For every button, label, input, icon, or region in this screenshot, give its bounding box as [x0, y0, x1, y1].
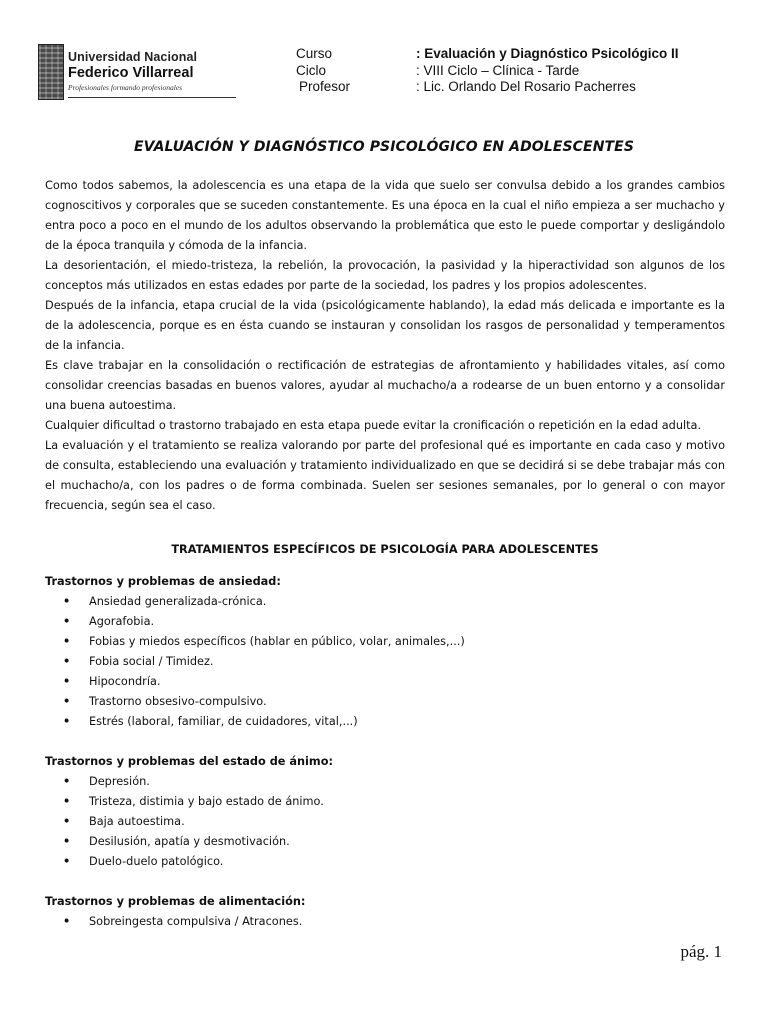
- list-item-text: Depresión.: [89, 775, 150, 788]
- logo-underline: [68, 97, 236, 98]
- bullet-icon: •: [63, 675, 71, 688]
- university-logo: [38, 44, 198, 100]
- bullet-icon: •: [63, 695, 71, 708]
- list-item: [45, 592, 725, 612]
- list-item-text: Ansiedad generalizada-crónica.: [89, 595, 267, 608]
- list-item-text: Estrés (laboral, familiar, de cuidadores, vital,...): [89, 715, 358, 728]
- bullet-icon: •: [63, 795, 71, 808]
- course-value: : Evaluación y Diagnóstico Psicológico II: [416, 46, 679, 61]
- list-item: [45, 912, 725, 932]
- bullet-icon: •: [63, 775, 71, 788]
- list-item-text: Agorafobia.: [89, 615, 155, 628]
- list-item-text: Sobreingesta compulsiva / Atracones.: [89, 915, 303, 928]
- logo-name-line: Federico Villarreal: [68, 65, 194, 81]
- cycle-value: : VIII Ciclo – Clínica - Tarde: [416, 62, 580, 78]
- bullet-icon: •: [63, 715, 71, 728]
- list-item-text: Desilusión, apatía y desmotivación.: [89, 835, 290, 848]
- paragraph: La evaluación y el tratamiento se realiza valorando por parte del profesional qué es importante en cada caso y motivo de consulta, estableciendo una evaluación y tratamiento individualizado en que se decidirá si se debe trabajar más con el muchacho/a, con los padres o de forma combinada. Suelen ser sesiones semanales, por lo general o con mayor frecuencia, según sea el caso.: [45, 439, 725, 512]
- bullet-icon: •: [63, 835, 71, 848]
- bullet-icon: •: [63, 855, 71, 868]
- bullet-list: [45, 912, 725, 932]
- anxiety-group: [45, 572, 725, 732]
- document-title: EVALUACIÓN Y DIAGNÓSTICO PSICOLÓGICO EN ADOLESCENTES: [133, 139, 635, 155]
- list-item: [45, 832, 725, 852]
- list-item-text: Fobia social / Timidez.: [89, 655, 214, 668]
- list-item: [45, 712, 725, 732]
- list-item: [45, 772, 725, 792]
- list-item: [45, 852, 725, 872]
- list-item: [45, 632, 725, 652]
- list-item-text: Baja autoestima.: [89, 815, 185, 828]
- bullet-icon: •: [63, 655, 71, 668]
- paragraph: Es clave trabajar en la consolidación o rectificación de estrategias de afrontamiento y habilidades vitales, así como consolidar creencias basadas en buenos valores, ayudar al muchacho/a a rodearse de un buen entorno y a consolidar una buena autoestima.: [45, 359, 725, 412]
- list-item: [45, 612, 725, 632]
- list-item-text: Tristeza, distimia y bajo estado de ánimo.: [89, 795, 324, 808]
- university-seal-icon: [38, 44, 64, 100]
- bullet-list: [45, 772, 725, 872]
- group-title: Trastornos y problemas de ansiedad:: [45, 575, 281, 588]
- list-item: [45, 652, 725, 672]
- bullet-icon: •: [63, 615, 71, 628]
- group-title: Trastornos y problemas del estado de ánimo:: [45, 755, 333, 768]
- list-item-text: Fobias y miedos específicos (hablar en público, volar, animales,...): [89, 635, 465, 648]
- list-item: [45, 812, 725, 832]
- paragraph: Después de la infancia, etapa crucial de la vida (psicológicamente hablando), la edad más delicada e importante es la de la adolescencia, porque es en ésta cuando se instauran y consolidan los rasgos de personalidad y temperamentos de la infancia.: [45, 299, 725, 352]
- list-item: [45, 692, 725, 712]
- bullet-icon: •: [63, 915, 71, 928]
- logo-tagline: Profesionales formando profesionales: [68, 83, 183, 92]
- paragraph: La desorientación, el miedo-tristeza, la rebelión, la provocación, la pasividad y la hiperactividad son algunos de los conceptos más utilizados en estas edades por parte de la sociedad, los padres y los propios adolescentes.: [45, 259, 725, 292]
- list-item: [45, 672, 725, 692]
- course-label: Curso: [296, 46, 333, 61]
- list-item: [45, 792, 725, 812]
- paragraph: Cualquier dificultad o trastorno trabajado en esta etapa puede evitar la cronificación o repetición en la edad adulta.: [45, 419, 702, 432]
- list-item-text: Duelo-duelo patológico.: [89, 855, 224, 868]
- bullet-list: [45, 592, 725, 732]
- professor-label: Profesor: [299, 79, 351, 94]
- logo-university-line: Universidad Nacional: [68, 50, 198, 64]
- bullet-icon: •: [63, 595, 71, 608]
- mood-group: [45, 752, 725, 872]
- bullet-icon: •: [63, 635, 71, 648]
- section-title: TRATAMIENTOS ESPECÍFICOS DE PSICOLOGÍA PARA ADOLESCENTES: [171, 543, 599, 556]
- professor-value: : Lic. Orlando Del Rosario Pacherres: [416, 79, 636, 94]
- document-body: [45, 176, 725, 932]
- paragraph: Como todos sabemos, la adolescencia es una etapa de la vida que suelo ser convulsa debido a los grandes cambios cognoscitivos y corporales que se suceden constantemente. Es una época en la cual el niño empieza a ser muchacho y entra poco a poco en el mundo de los adultos observando la problemática que esto le puede comportar y desligándolo de la época tranquila y cómoda de la infancia.: [45, 179, 725, 252]
- list-item-text: Trastorno obsesivo-compulsivo.: [89, 695, 267, 708]
- group-title: Trastornos y problemas de alimentación:: [45, 895, 306, 908]
- page-number: pág. 1: [680, 942, 722, 961]
- eating-group: [45, 892, 725, 932]
- document-header: [38, 44, 728, 104]
- cycle-label: Ciclo: [296, 62, 327, 78]
- list-item-text: Hipocondría.: [89, 675, 161, 688]
- bullet-icon: •: [63, 815, 71, 828]
